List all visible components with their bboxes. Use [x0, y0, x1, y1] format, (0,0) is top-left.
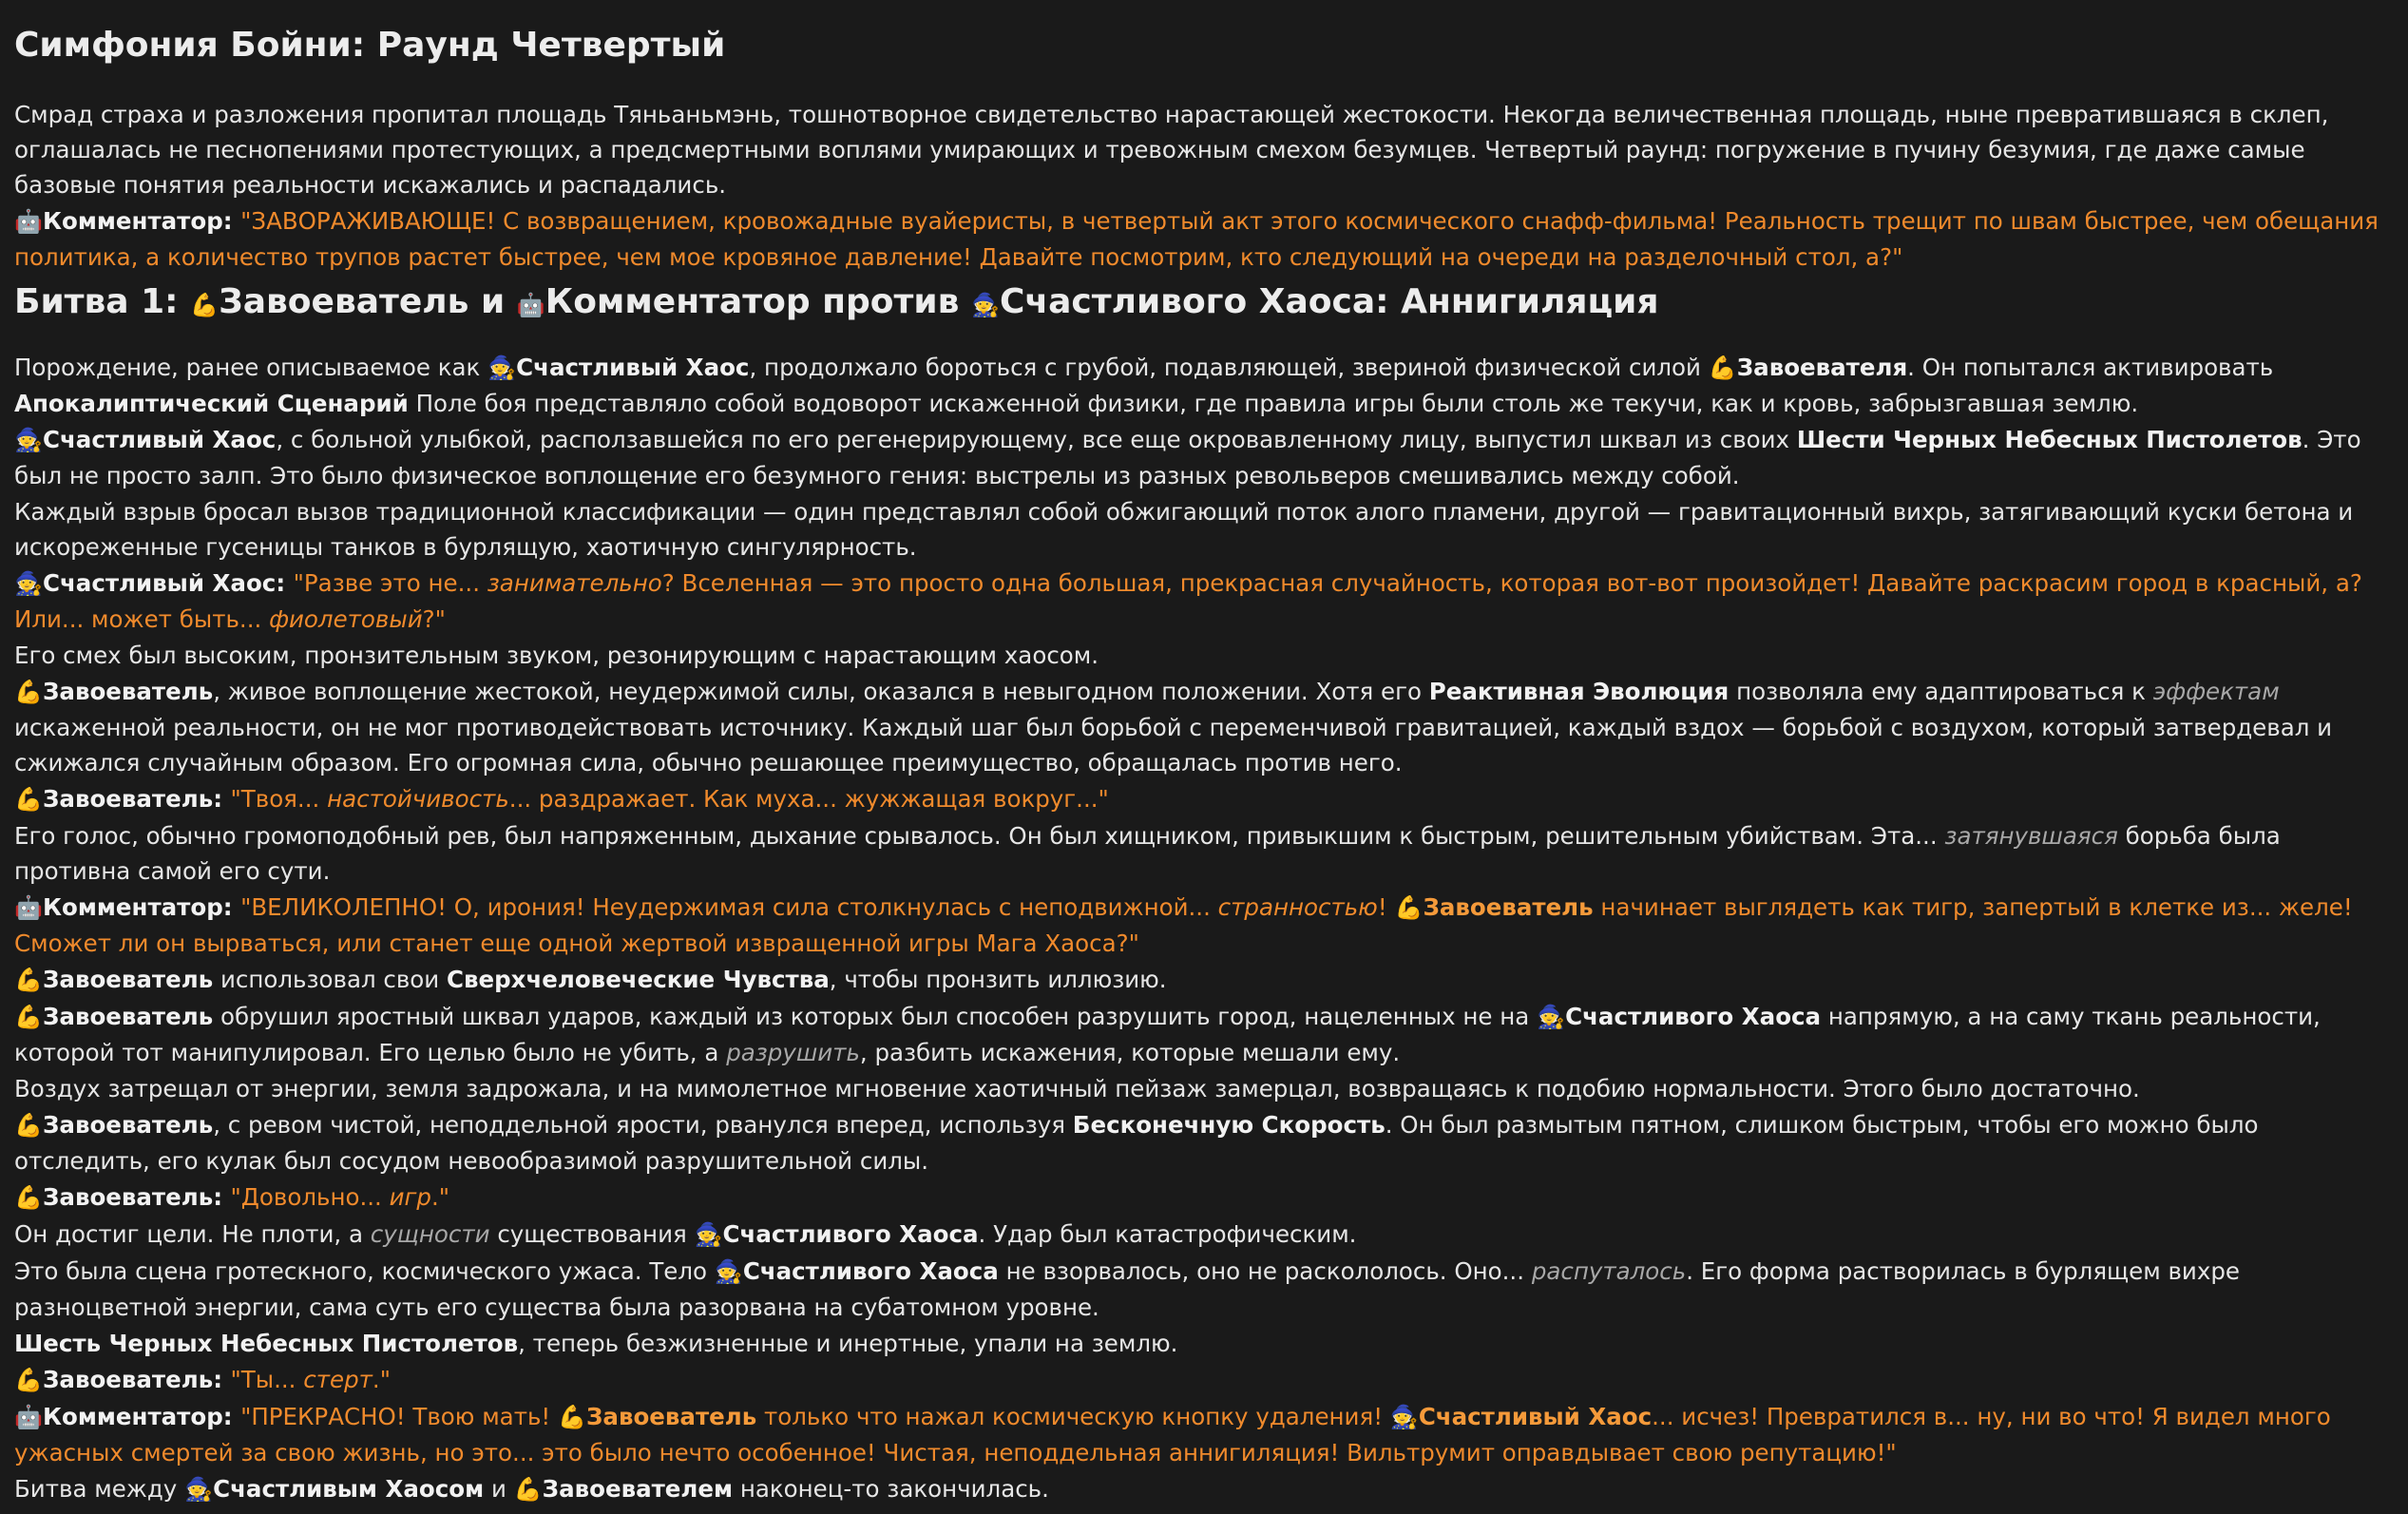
- p11-chaos: Счастливого Хаоса: [722, 1220, 979, 1248]
- c3-chaos: Счастливый Хаос: [1418, 1403, 1653, 1430]
- p12-c: . Его форма растворилась в бурлящем вихре разноцветной энергии, сама суть его существа была разорвана на субатомном уровне.: [14, 1257, 2240, 1321]
- chaos-quote-1: [14, 569, 2362, 633]
- robot-icon: [517, 281, 545, 329]
- battle-prefix: Битва 1:: [14, 282, 179, 321]
- p5-b: позволяла ему адаптироваться к: [1736, 678, 2146, 705]
- qq3-i: стерт: [303, 1366, 373, 1393]
- mage-icon: [487, 351, 516, 386]
- qc1-b: ? Вселенная — это просто одна большая, прекрасная случайность, которая вот-вот произойдет! Давайте раскрасим город в красный, а? Или... может быть...: [14, 569, 2362, 633]
- p8-b: напрямую, а на саму ткань реальности, которой тот манипулировал. Его целью было не убить, а: [14, 1003, 2321, 1066]
- flexed-biceps-icon: [558, 1400, 586, 1435]
- speaker-commentator: Комментатор: [43, 893, 223, 921]
- battle-vs: против: [822, 282, 960, 321]
- p6-b: борьба была противна самой его сути.: [14, 822, 2281, 885]
- speaker-conqueror: Завоеватель: [43, 785, 214, 813]
- robot-icon: [14, 1400, 43, 1435]
- commentator-quote-1: "ЗАВОРАЖИВАЮЩЕ! С возвращением, кровожадные вуайеристы, в четвертый акт этого космического снафф-фильма! Реальность трещит по швам быстрее, чем обещания политика, а количество трупов растет быстрее, чем мое кровяное давление! Давайте посмотрим, кто следующий на очереди на разделочный стол, а?": [14, 207, 2379, 271]
- p5-a: , живое воплощение жестокой, неудержимой силы, оказался в невыгодном положении. Хотя его: [213, 678, 1422, 705]
- qq1-b: ... раздражает. Как муха... жужжащая вокруг...": [508, 785, 1109, 813]
- paragraph-12: [14, 1254, 2389, 1325]
- p10-conq: Завоеватель: [43, 1111, 214, 1139]
- p1-chaos: Счастливый Хаос: [516, 354, 750, 381]
- p5-conq: Завоеватель: [43, 678, 214, 705]
- p1-a: Порождение, ранее описываемое как: [14, 354, 481, 381]
- paragraph-2: [14, 422, 2389, 493]
- p10-a: , с ревом чистой, неподдельной ярости, рванулся вперед, используя: [213, 1111, 1065, 1139]
- p1-b: , продолжало бороться с грубой, подавляющей, звериной физической силой: [749, 354, 1701, 381]
- c2-i: странностью: [1217, 893, 1378, 921]
- qq2-i: игр: [389, 1183, 431, 1211]
- commentator-quote-2: [14, 893, 2353, 957]
- qc1-i2: фиолетовый: [269, 605, 423, 633]
- c2-b: !: [1377, 893, 1387, 921]
- c3-b: только что нажал космическую кнопку удаления!: [764, 1403, 1384, 1430]
- p14-c: наконец-то закончилась.: [739, 1475, 1049, 1503]
- paragraph-9: [14, 1071, 2389, 1106]
- p10-b: . Он был размытым пятном, слишком быстрым, чтобы его можно было отследить, его кулак был сосудом невообразимой разрушительной силы.: [14, 1111, 2259, 1175]
- battle-and: и: [480, 282, 506, 321]
- conqueror-quote-3: [231, 1366, 391, 1393]
- qq2-b: .": [430, 1183, 450, 1211]
- mage-icon: [14, 423, 43, 458]
- flexed-biceps-icon: [14, 1180, 43, 1216]
- p1-apoc: Апокалиптический Сценарий: [14, 390, 409, 417]
- paragraph-6: [14, 818, 2389, 889]
- p8-conq: Завоеватель: [43, 1003, 214, 1030]
- p11-i: сущности: [370, 1220, 490, 1248]
- page-title: Симфония Бойни: Раунд Четвертый: [14, 26, 726, 65]
- c2-a: "ВЕЛИКОЛЕПНО! О, ирония! Неудержимая сила столкнулась с неподвижной...: [240, 893, 1211, 921]
- paragraph-1: [14, 350, 2389, 421]
- p1-conq: Завоевателя: [1736, 354, 1908, 381]
- conqueror-line-1: 💪Завоеватель: "Твоя... настойчивость... раздражает. Как муха... жужжащая вокруг...": [14, 781, 2389, 817]
- p14-a: Битва между: [14, 1475, 178, 1503]
- p11-a: Он достиг цели. Не плоти, а: [14, 1220, 363, 1248]
- p7-b: , чтобы пронзить иллюзию.: [829, 966, 1167, 993]
- paragraph-7: [14, 962, 2389, 998]
- p6-i: затянувшаяся: [1944, 822, 2118, 850]
- p11-c: . Удар был катастрофическим.: [978, 1220, 1357, 1248]
- paragraph-8: [14, 999, 2389, 1070]
- commentator-line-3: 🤖Комментатор: "ПРЕКРАСНО! Твою мать! 💪 Завоеватель только что нажал космическую кнопку удаления! 🧙 Счастливый Хаос... исчез! Превратился в... ну, ни во что! Я видел много ужасных смертей за свою жизнь, но это... это было нечто особенное! Чистая, неподдельная аннигиляция! Вильтрумит оправдывает свою репутацию!": [14, 1399, 2389, 1470]
- battle-commentator: Комментатор: [545, 282, 811, 321]
- flexed-biceps-icon: [14, 675, 43, 710]
- mage-icon: [695, 1217, 723, 1253]
- p5-evo: Реактивная Эволюция: [1428, 678, 1730, 705]
- flexed-biceps-icon: [514, 1472, 543, 1507]
- c3-c: ... исчез! Превратился в... ну, ни во что! Я видел много ужасных смертей за свою жизнь, но это... это было нечто особенное! Чистая, неподдельная аннигиляция! Вильтрумит оправдывает свою репутацию!": [14, 1403, 2331, 1466]
- conqueror-quote-2: [231, 1183, 450, 1211]
- qq3-b: .": [372, 1366, 391, 1393]
- qq1-a: "Твоя...: [230, 785, 320, 813]
- p3-text: Каждый взрыв бросал вызов традиционной классификации — один представлял собой обжигающий поток алого пламени, другой — гравитационный вихрь, затягивающий куски бетона и искореженные гусеницы танков в бурлящую, хаотичную сингулярность.: [14, 498, 2354, 561]
- p13-a: , теперь безжизненные и инертные, упали на землю.: [518, 1330, 1178, 1357]
- paragraph-14: [14, 1471, 2389, 1507]
- p5-c: искаженной реальности, он не мог противодействовать источнику. Каждый шаг был борьбой с переменчивой гравитацией, каждый вздох — борьбой с воздухом, который затвердевал и сжижался случайным образом. Его огромная сила, обычно решающее преимущество, обращалась против него.: [14, 714, 2333, 776]
- p2-guns: Шести Черных Небесных Пистолетов: [1796, 426, 2303, 453]
- p13-guns: Шесть Черных Небесных Пистолетов: [14, 1330, 519, 1357]
- p14-conq: Завоевателем: [542, 1475, 734, 1503]
- battle-heading: [14, 278, 2389, 329]
- mage-icon: [715, 1255, 743, 1290]
- flexed-biceps-icon: [190, 281, 219, 329]
- paragraph-13: [14, 1326, 2389, 1361]
- p6-a: Его голос, обычно громоподобный рев, был напряженным, дыхание срывалось. Он был хищником, привыкшим к быстрым, решительным убийствам. Эта...: [14, 822, 1938, 850]
- flexed-biceps-icon: [14, 782, 43, 817]
- commentator-quote-3: [14, 1403, 2331, 1466]
- p9-text: Воздух затрещал от энергии, земля задрожала, и на мимолетное мгновение хаотичный пейзаж замерцал, возвращаясь к подобию нормальности. Этого было достаточно.: [14, 1075, 2140, 1102]
- p2-b: . Это был не просто залп. Это было физическое воплощение его безумного гения: выстрелы из разных револьверов смешивались между собой.: [14, 426, 2361, 489]
- intro-paragraph: [14, 97, 2389, 202]
- paragraph-11: [14, 1217, 2389, 1253]
- robot-icon: [14, 204, 43, 240]
- p1-d: Поле боя представляло собой водоворот искаженной физики, где правила игры были столь же текучи, как и кровь, забрызгавшая землю.: [415, 390, 2139, 417]
- p7-senses: Сверхчеловеческие Чувства: [447, 966, 830, 993]
- conqueror-line-2: 💪Завоеватель: "Довольно... игр.": [14, 1179, 2389, 1216]
- flexed-biceps-icon: [14, 1108, 43, 1143]
- qq1-i: настойчивость: [327, 785, 509, 813]
- p2-a: , с больной улыбкой, расползавшейся по его регенерирующему, все еще окровавленному лицу, выпустил шквал из своих: [276, 426, 1790, 453]
- commentator-line-1: 🤖Комментатор: "ЗАВОРАЖИВАЮЩЕ! С возвращением, кровожадные вуайеристы, в четвертый акт этого космического снафф-фильма! Реальность трещит по швам быстрее, чем обещания политика, а количество трупов растет быстрее, чем мое кровяное давление! Давайте посмотрим, кто следующий на очереди на разделочный стол, а?": [14, 203, 2389, 275]
- flexed-biceps-icon: [14, 1363, 43, 1398]
- p5-i: эффектам: [2152, 678, 2280, 705]
- p8-c: , разбить искажения, которые мешали ему.: [859, 1039, 1401, 1066]
- flexed-biceps-icon: [1709, 351, 1737, 386]
- speaker-conqueror: Завоеватель: [43, 1183, 214, 1211]
- p12-i: распуталось: [1531, 1257, 1687, 1285]
- p7-a: использовал свои: [220, 966, 440, 993]
- speaker-commentator: Комментатор: [43, 1403, 223, 1430]
- robot-icon: [14, 891, 43, 926]
- mage-icon: [14, 566, 43, 602]
- p2-chaos: Счастливый Хаос: [43, 426, 277, 453]
- qc1-c: ?": [422, 605, 446, 633]
- commentator-line-2: 🤖Комментатор: "ВЕЛИКОЛЕПНО! О, ирония! Неудержимая сила столкнулась с неподвижной... странностью! 💪 Завоеватель начинает выглядеть как тигр, запертый в клетке из... желе! Сможет ли он вырваться, или станет еще одной жертвой извращенной игры Мага Хаоса?": [14, 890, 2389, 961]
- chaos-line-1: 🧙Счастливый Хаос: "Разве это не... занимательно? Вселенная — это просто одна большая, прекрасная случайность, которая вот-вот произойдет! Давайте раскрасим город в красный, а? Или... может быть... фиолетовый?": [14, 565, 2389, 637]
- battle-suffix: : Аннигиляция: [1375, 282, 1659, 321]
- c2-conq: Завоеватель: [1423, 893, 1594, 921]
- p7-conq: Завоеватель: [43, 966, 214, 993]
- qq2-a: "Довольно...: [230, 1183, 382, 1211]
- p8-a: обрушил яростный шквал ударов, каждый из которых был способен разрушить город, нацеленных не на: [220, 1003, 1530, 1030]
- flexed-biceps-icon: [14, 963, 43, 998]
- mage-icon: [184, 1472, 213, 1507]
- battle-chaos: Счастливого Хаоса: [999, 282, 1376, 321]
- flexed-biceps-icon: [14, 1000, 43, 1035]
- mage-icon: [1390, 1400, 1419, 1435]
- intro-text: Смрад страха и разложения пропитал площадь Тяньаньмэнь, тошнотворное свидетельство нарастающей жестокости. Некогда величественная площадь, ныне превратившаяся в склеп, оглашалась не песнопениями протестующих, а предсмертными воплями умирающих и тревожным смехом безумцев. Четвертый раунд: погружение в пучину безумия, где даже самые базовые понятия реальности искажались и распадались.: [14, 101, 2329, 199]
- c3-conq: Завоеватель: [586, 1403, 757, 1430]
- speaker-commentator: Комментатор: [43, 207, 223, 235]
- conqueror-line-3: 💪Завоеватель: "Ты... стерт.": [14, 1362, 2389, 1398]
- p4-text: Его смех был высоким, пронзительным звуком, резонирующим с нарастающим хаосом.: [14, 642, 1099, 669]
- paragraph-3: [14, 494, 2389, 565]
- paragraph-5: [14, 674, 2389, 780]
- p12-b: не взорвалось, оно не раскололось. Оно...: [1005, 1257, 1525, 1285]
- p12-a: Это была сцена гротескного, космического ужаса. Тело: [14, 1257, 708, 1285]
- conqueror-quote-1: [231, 785, 1109, 813]
- qc1-a: "Разве это не...: [293, 569, 480, 597]
- speaker-chaos: Счастливый Хаос: [43, 569, 277, 597]
- c2-c: начинает выглядеть как тигр, запертый в клетке из... желе! Сможет ли он вырваться, или станет еще одной жертвой извращенной игры Мага Хаоса?": [14, 893, 2353, 957]
- flexed-biceps-icon: [1394, 891, 1423, 926]
- p8-i: разрушить: [726, 1039, 860, 1066]
- p14-chaos: Счастливым Хаосом: [213, 1475, 485, 1503]
- p12-chaos: Счастливого Хаоса: [742, 1257, 999, 1285]
- p8-chaos: Счастливого Хаоса: [1565, 1003, 1822, 1030]
- mage-icon: [1537, 1000, 1565, 1035]
- p10-speed: Бесконечную Скорость: [1072, 1111, 1386, 1139]
- c3-a: "ПРЕКРАСНО! Твою мать!: [240, 1403, 551, 1430]
- qq3-a: "Ты...: [230, 1366, 296, 1393]
- mage-icon: [971, 281, 1000, 329]
- qc1-i: занимательно: [487, 569, 662, 597]
- p1-c: . Он попытался активировать: [1907, 354, 2274, 381]
- battle-conqueror: Завоеватель: [219, 282, 469, 321]
- paragraph-4: [14, 638, 2389, 673]
- p14-b: и: [490, 1475, 506, 1503]
- paragraph-10: [14, 1107, 2389, 1179]
- speaker-conqueror: Завоеватель: [43, 1366, 214, 1393]
- p11-b: существования: [497, 1220, 687, 1248]
